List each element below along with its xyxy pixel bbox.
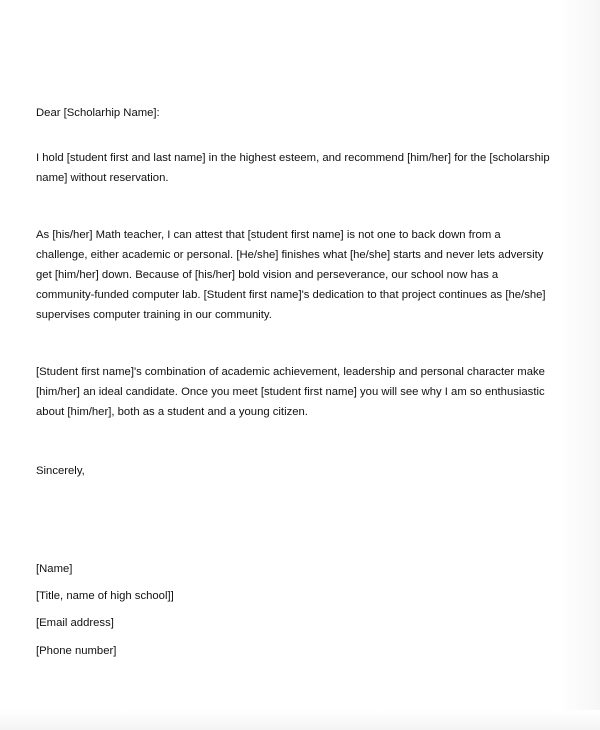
paragraph-line: name] without reservation.: [36, 171, 169, 184]
paragraph-line: community-funded computer lab. [Student first name]'s dedication to that project continues as [he/she]: [36, 288, 546, 301]
paragraph-line: [him/her] an ideal candidate. Once you meet [student first name] you will see why I am so enthusiastic: [36, 386, 545, 399]
paragraph-line: I hold [student first and last name] in the highest esteem, and recommend [him/her] for the [scholarship: [36, 151, 550, 164]
signature-name: [Name]: [36, 562, 73, 575]
signature-phone: [Phone number]: [36, 644, 117, 657]
salutation: Dear [Scholarhip Name]:: [36, 107, 160, 119]
signature-title: [Title, name of high school]]: [36, 589, 174, 602]
signature-block: [36, 560, 564, 662]
paragraph-line: supervises computer training in our community.: [36, 308, 272, 321]
paragraph-line: challenge, either academic or personal. [He/she] finishes what [he/she] starts and never lets adversity: [36, 249, 544, 262]
paragraph-line: As [his/her] Math teacher, I can attest that [student first name] is not one to back down from a: [36, 229, 501, 242]
paragraph-candidate-summary: [36, 363, 564, 422]
signature-email: [Email address]: [36, 617, 114, 630]
paragraph-line: get [him/her] down. Because of [his/her] bold vision and perseverance, our school now has a: [36, 268, 499, 281]
closing: Sincerely,: [36, 464, 85, 477]
paragraph-line: [Student first name]'s combination of academic achievement, leadership and personal character make: [36, 366, 545, 379]
paragraph-teacher-attestation: [36, 226, 564, 325]
page-edge-shadow-right: [558, 0, 600, 730]
paragraph-recommendation: [36, 149, 564, 189]
page-edge-shadow-bottom: [0, 710, 600, 730]
paragraph-line: about [him/her], both as a student and a young citizen.: [36, 405, 308, 418]
letter-body: [36, 104, 564, 669]
